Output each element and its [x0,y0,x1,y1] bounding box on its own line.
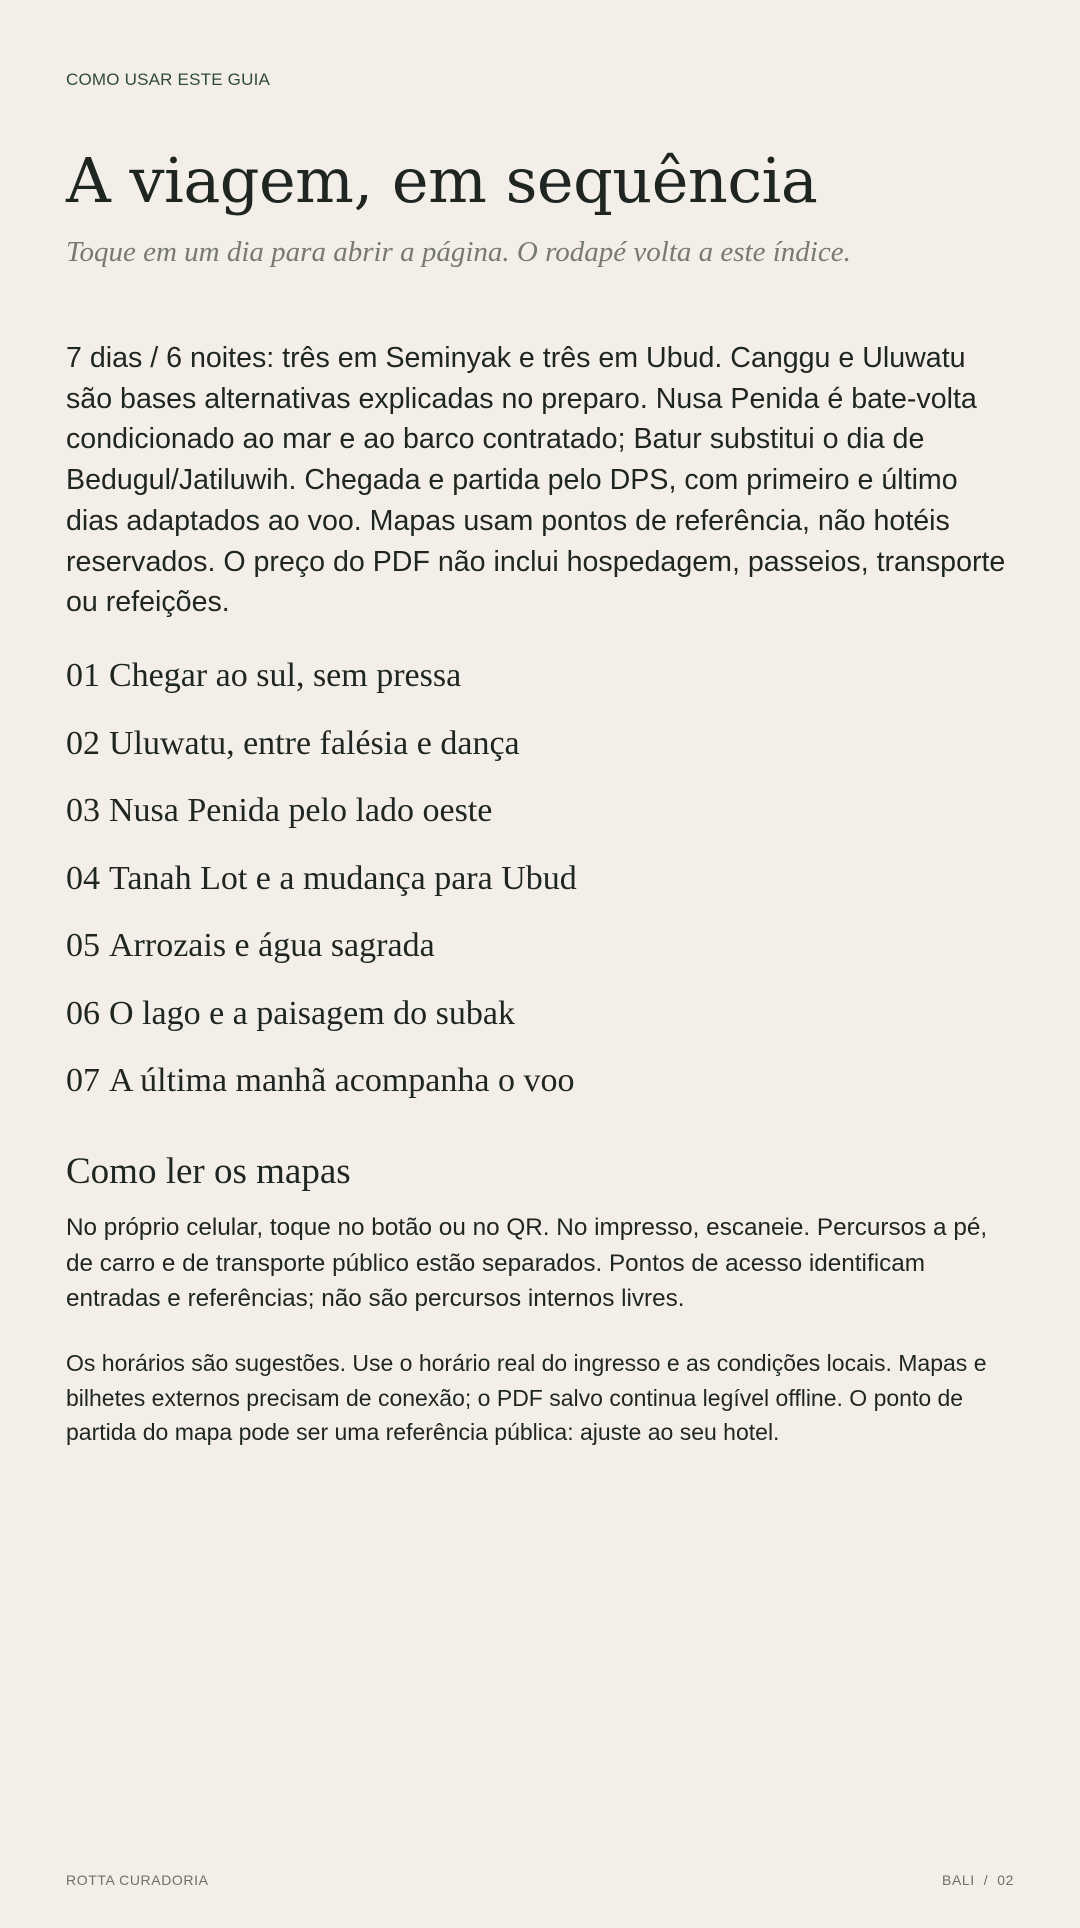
maps-paragraph-1: No próprio celular, toque no botão ou no QR. No impresso, escaneie. Percursos a pé, de carro e de transporte público estão separados. Pontos de acesso identificam entradas e referências; não são percursos internos livres. [66,1214,988,1312]
day-number: 02 [66,724,100,762]
footer-brand: ROTTA CURADORIA [66,1872,209,1888]
day-number: 07 [66,1062,100,1099]
maps-section-title: Como ler os mapas [66,1151,351,1192]
day-title: Uluwatu, entre falésia e dança [109,724,520,762]
day-link-01[interactable] [66,650,577,718]
day-number: 05 [66,927,100,964]
section-eyebrow: COMO USAR ESTE GUIA [66,70,271,89]
page-subtitle: Toque em um dia para abrir a página. O rodapé volta a este índice. [66,236,851,268]
day-title: A última manhã acompanha o voo [109,1062,575,1099]
day-title: Tanah Lot e a mudança para Ubud [109,859,577,897]
guide-page [66,0,1014,1928]
page-title: A viagem, em sequência [66,144,818,217]
day-number: 06 [66,994,100,1032]
day-link-07[interactable] [66,1055,577,1123]
day-number: 01 [66,657,100,694]
day-link-02[interactable] [66,718,577,786]
day-link-06[interactable] [66,988,577,1056]
day-number: 04 [66,859,100,897]
maps-paragraph-2: Os horários são sugestões. Use o horário real do ingresso e as condições locais. Mapas e bilhetes externos precisam de conexão; o PDF salvo continua legível offline. O ponto de partida do mapa pode ser uma referência pública: ajuste ao seu hotel. [66,1350,987,1445]
day-number: 03 [66,792,100,829]
day-link-05[interactable] [66,920,577,988]
day-title: Chegar ao sul, sem pressa [109,657,462,694]
day-title: Nusa Penida pelo lado oeste [109,792,493,829]
day-title: O lago e a paisagem do subak [109,994,515,1032]
day-link-04[interactable] [66,853,577,921]
day-title: Arrozais e água sagrada [109,927,435,964]
footer-index-link[interactable]: BALI / 02 [942,1872,1014,1888]
day-index-list [66,650,577,1123]
intro-paragraph: 7 dias / 6 noites: três em Seminyak e três em Ubud. Canggu e Uluwatu são bases alternativas explicadas no preparo. Nusa Penida é bate-volta condicionado ao mar e ao barco contratado; Batur substitui o dia de Bedugul/Jatiluwih. Chegada e partida pelo DPS, com primeiro e último dias adaptados ao voo. Mapas usam pontos de referência, não hotéis reservados. O preço do PDF não inclui hospedagem, passeios, transporte ou refeições. [66,342,1006,619]
day-link-03[interactable] [66,785,577,853]
